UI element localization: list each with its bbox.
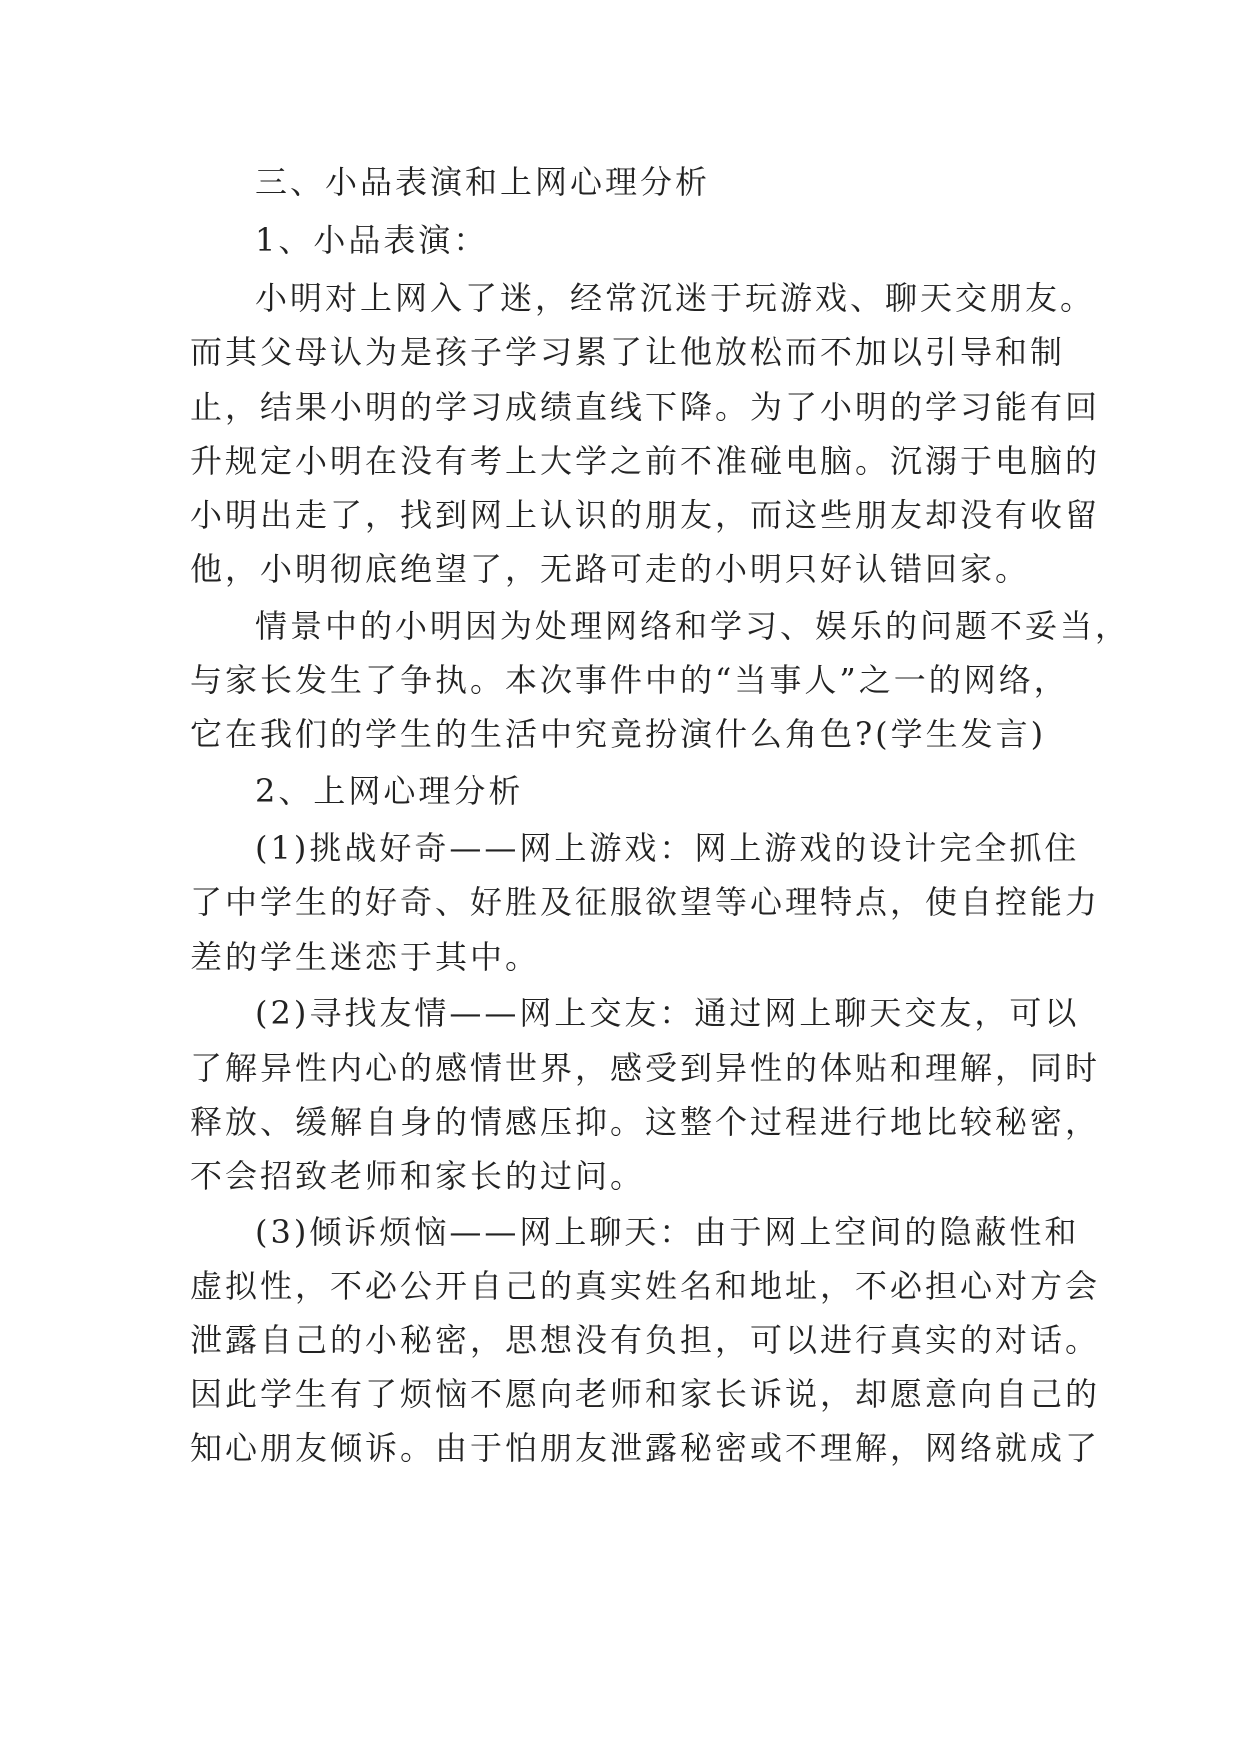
paragraph-line: 它在我们的学生的生活中究竟扮演什么角色?(学生发言) [190, 715, 1047, 753]
paragraph-line: (2)寻找友情——网上交友：通过网上聊天交友，可以 [255, 994, 1080, 1032]
paragraph-line: 小明出走了，找到网上认识的朋友，而这些朋友却没有收留 [190, 496, 1101, 534]
paragraph-line: 升规定小明在没有考上大学之前不准碰电脑。沉溺于电脑的 [190, 442, 1101, 480]
paragraph-line: 知心朋友倾诉。由于怕朋友泄露秘密或不理解，网络就成了 [190, 1429, 1101, 1467]
section-heading: 三、小品表演和上网心理分析 [255, 163, 711, 201]
paragraph-line: 了解异性内心的感情世界，感受到异性的体贴和理解，同时 [190, 1049, 1101, 1087]
paragraph-line: 不会招致老师和家长的过问。 [190, 1157, 646, 1195]
paragraph-line: 小明对上网入了迷，经常沉迷于玩游戏、聊天交朋友。 [255, 279, 1096, 317]
paragraph-line: 而其父母认为是孩子学习累了让他放松而不加以引导和制 [190, 333, 1066, 371]
paragraph-line: 与家长发生了争执。本次事件中的“当事人”之一的网络， [190, 661, 1069, 699]
paragraph-line: 了中学生的好奇、好胜及征服欲望等心理特点，使自控能力 [190, 883, 1101, 921]
paragraph-line: 差的学生迷恋于其中。 [190, 938, 541, 976]
paragraph-line: 情景中的小明因为处理网络和学习、娱乐的问题不妥当， [255, 607, 1131, 645]
paragraph-line: (3)倾诉烦恼——网上聊天：由于网上空间的隐蔽性和 [255, 1213, 1080, 1251]
paragraph-line: (1)挑战好奇——网上游戏：网上游戏的设计完全抓住 [255, 829, 1080, 867]
paragraph-line: 因此学生有了烦恼不愿向老师和家长诉说，却愿意向自己的 [190, 1375, 1101, 1413]
subsection-heading: 1、小品表演： [255, 221, 489, 259]
paragraph-line: 释放、缓解自身的情感压抑。这整个过程进行地比较秘密， [190, 1103, 1101, 1141]
paragraph-line: 止，结果小明的学习成绩直线下降。为了小明的学习能有回 [190, 388, 1101, 426]
paragraph-line: 他，小明彻底绝望了，无路可走的小明只好认错回家。 [190, 550, 1031, 588]
paragraph-line: 虚拟性，不必公开自己的真实姓名和地址，不必担心对方会 [190, 1267, 1101, 1305]
paragraph-line: 泄露自己的小秘密，思想没有负担，可以进行真实的对话。 [190, 1321, 1101, 1359]
subsection-heading: 2、上网心理分析 [255, 772, 524, 810]
